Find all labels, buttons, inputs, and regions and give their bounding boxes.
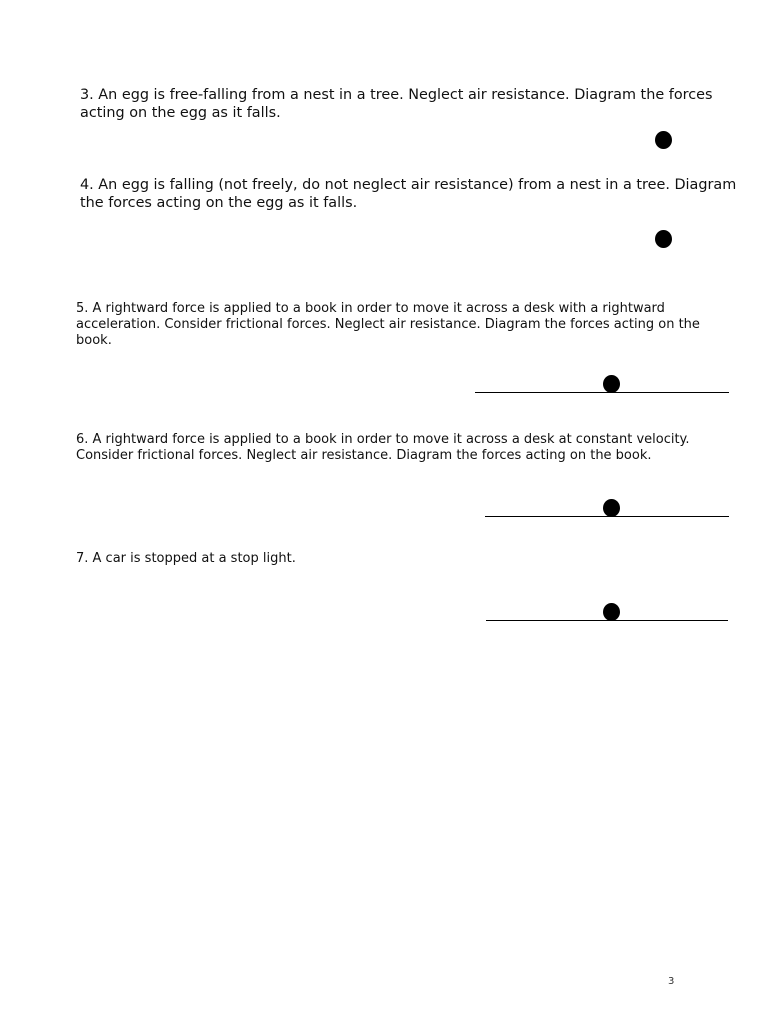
desk-surface-line-q5: [475, 392, 729, 393]
question-4-text: 4. An egg is falling (not freely, do not neglect air resistance) from a nest in a tree. Diagram the forces acting on the egg as it falls.: [80, 177, 737, 212]
egg-dot-q4: [655, 230, 672, 248]
book-dot-q5: [603, 375, 620, 393]
question-7-text: 7. A car is stopped at a stop light.: [76, 551, 296, 566]
car-dot-q7: [603, 603, 620, 621]
question-6-text: 6. A rightward force is applied to a book in order to move it across a desk at constant velocity. Consider frictional forces. Neglect air resistance. Diagram the forces acting on the book.: [76, 432, 690, 463]
egg-dot-q3: [655, 131, 672, 149]
question-5-text: 5. A rightward force is applied to a book in order to move it across a desk with a rightward acceleration. Consider frictional forces. Neglect air resistance. Diagram the forces acting on the book.: [76, 301, 700, 348]
book-dot-q6: [603, 499, 620, 517]
page-number: 3: [668, 976, 675, 987]
question-3-text: 3. An egg is free-falling from a nest in a tree. Neglect air resistance. Diagram the forces acting on the egg as it falls.: [80, 87, 713, 122]
